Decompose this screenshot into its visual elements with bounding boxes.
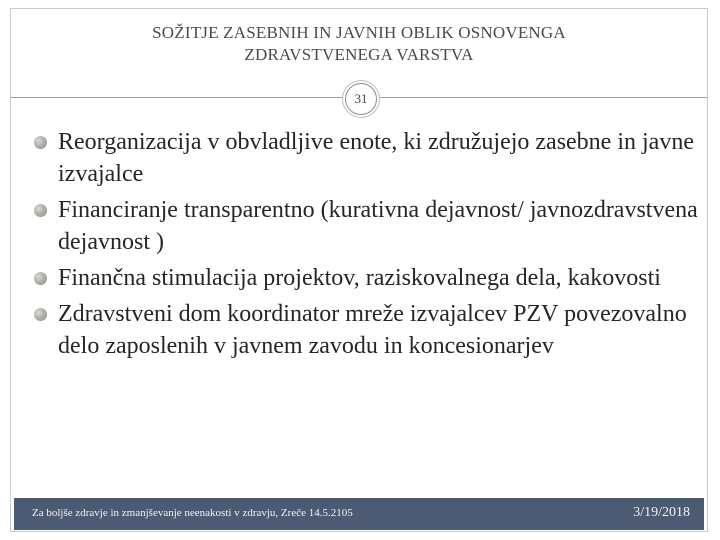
bullet-item [28,262,698,294]
bullet-text: Financiranje transparentno (kurativna dejavnost/ javnozdravstvena dejavnost ) [58,197,698,255]
bullet-dot-icon [34,136,47,149]
bullet-item [28,298,698,362]
bullet-list [28,126,698,362]
bullet-dot-icon [34,308,47,321]
bullet-item [28,194,698,258]
bullet-dot-icon [34,272,47,285]
slide-content [28,126,698,366]
bullet-text: Zdravstveni dom koordinator mreže izvajalcev PZV povezovalno delo zaposlenih v javnem zavodu in koncesionarjev [58,301,687,359]
footer-date: 3/19/2018 [633,505,690,520]
footer-text: Za boljše zdravje in zmanjševanje neenakosti v zdravju, Zreče 14.5.2105 [32,507,353,519]
bullet-dot-icon [34,204,47,217]
bullet-item [28,126,698,190]
bullet-text: Reorganizacija v obvladljive enote, ki združujejo zasebne in javne izvajalce [58,129,694,187]
page-number-badge: 31 [345,83,377,115]
slide-title: SOŽITJE ZASEBNIH IN JAVNIH OBLIK OSNOVENGA ZDRAVSTVENEGA VARSTVA [152,23,566,64]
bullet-text: Finančna stimulacija projektov, raziskovalnega dela, kakovosti [58,265,661,291]
